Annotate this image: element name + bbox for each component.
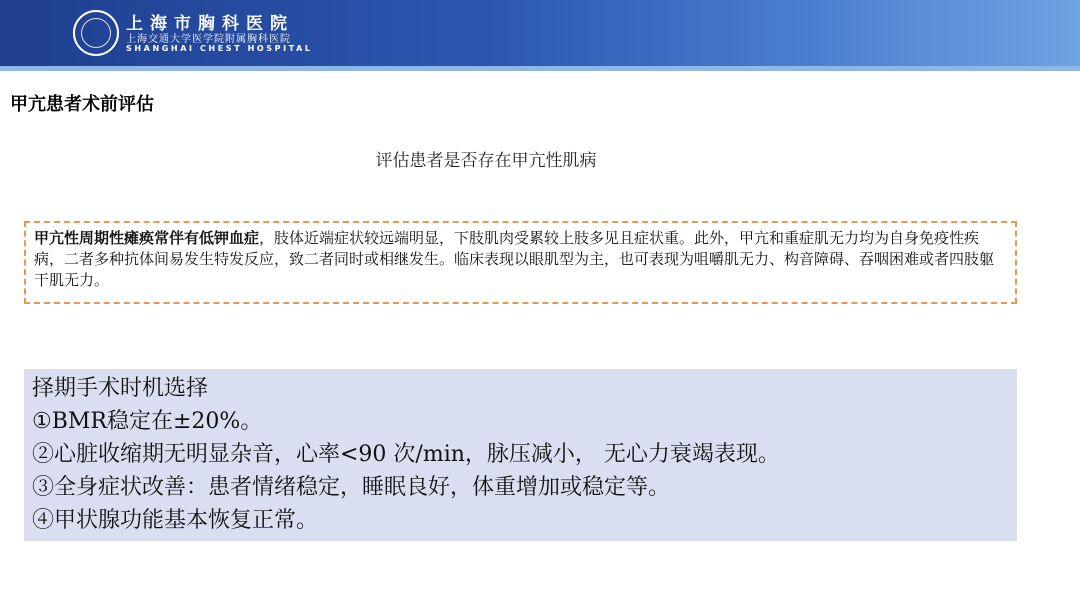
slide-title: 甲亢患者术前评估 [10,94,154,115]
note-body: ，肢体近端症状较远端明显，下肢肌肉受累较上肢多见且症状重。此外，甲亢和重症肌无力均为自身免疫性疾病，二者多种抗体间易发生特发反应，致二者同时或相继发生。临床表现以眼肌型为主，也可表现为咀嚼肌无力、构音障碍、吞咽困难或者四肢躯干肌无力。 [34,229,995,289]
myopathy-note-box [24,221,1017,304]
timing-item: ③全身症状改善：患者情绪稳定，睡眠良好，体重增加或稳定等。 [32,475,671,500]
slide-subtitle: 评估患者是否存在甲亢性肌病 [375,151,597,171]
timing-item: ④甲状腺功能基本恢复正常。 [32,508,319,533]
note-bold-lead: 甲亢性周期性瘫痪常伴有低钾血症 [34,229,260,247]
timing-item: ①BMR稳定在±20%。 [32,409,263,434]
header-divider [0,66,1080,71]
timing-item: ②心脏收缩期无明显杂音，心率<90 次/min，脉压减小， 无心力衰竭表现。 [32,442,780,467]
hospital-seal-icon [73,10,119,56]
timing-heading: 择期手术时机选择 [32,376,209,401]
header-banner [0,0,1080,68]
hospital-name-cn: 上海市胸科医院 [126,14,294,34]
hospital-affiliation: 上海交通大学医学院附属胸科医院 [126,34,291,45]
hospital-name-en: SHANGHAI CHEST HOSPITAL [126,44,313,53]
surgery-timing-panel [24,369,1017,541]
